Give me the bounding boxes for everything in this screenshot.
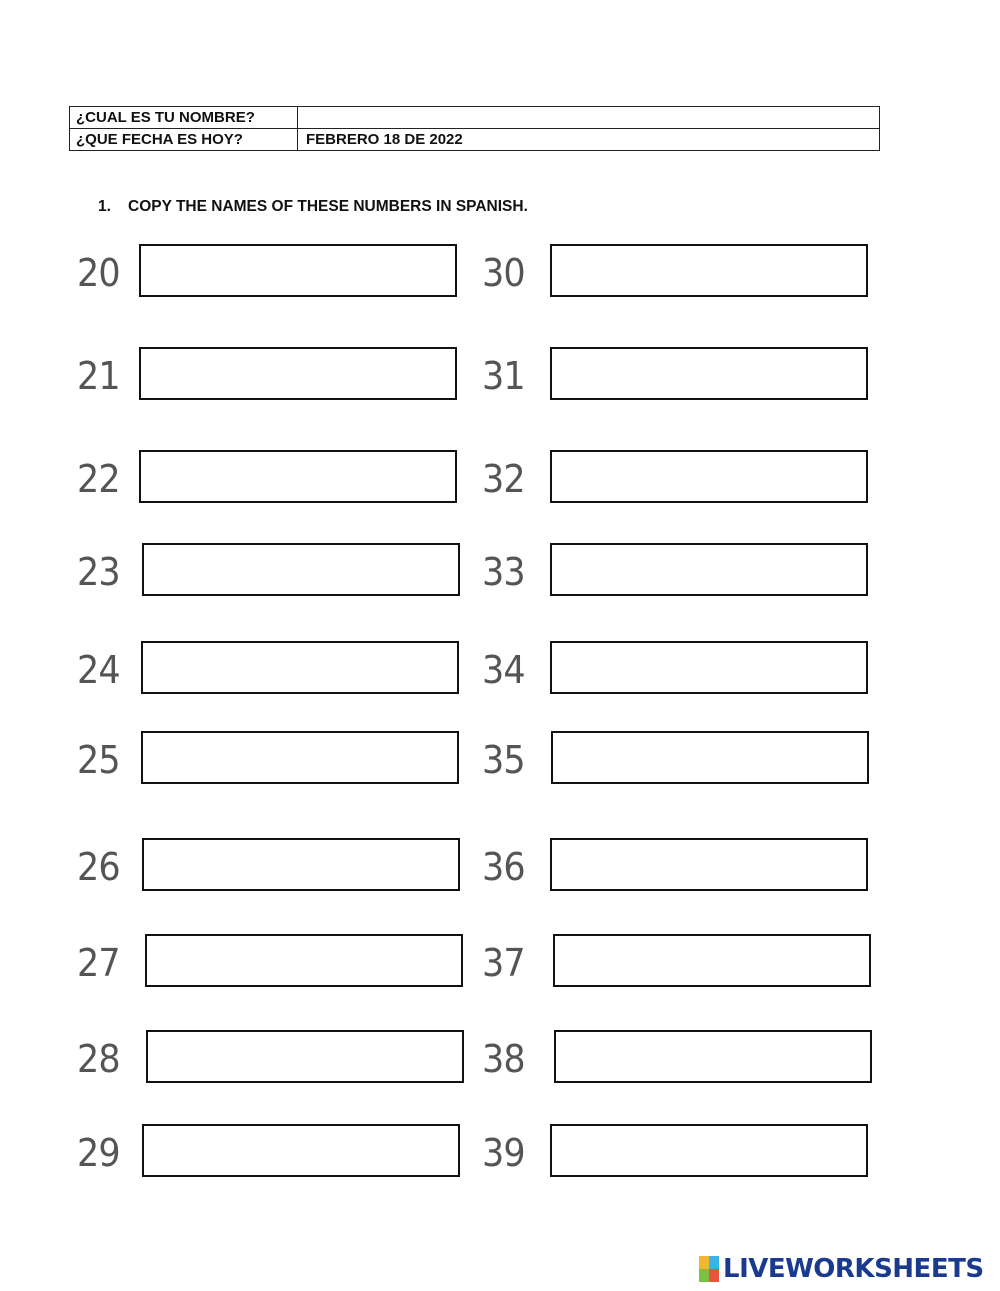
answer-box-right[interactable]: [550, 838, 868, 891]
number-label-right: 30: [482, 251, 525, 295]
logo-square: [699, 1256, 709, 1269]
answer-box-right[interactable]: [554, 1030, 872, 1083]
answer-box-left[interactable]: [139, 347, 457, 400]
number-label-left: 29: [77, 1131, 120, 1175]
answer-box-right[interactable]: [551, 731, 869, 784]
number-label-left: 26: [77, 845, 120, 889]
answer-box-right[interactable]: [550, 244, 868, 297]
answer-box-right[interactable]: [550, 450, 868, 503]
answer-box-left[interactable]: [139, 244, 457, 297]
date-row: [70, 129, 880, 151]
answer-box-right[interactable]: [550, 543, 868, 596]
name-label: ¿CUAL ES TU NOMBRE?: [70, 107, 298, 129]
answer-box-right[interactable]: [550, 641, 868, 694]
number-label-left: 23: [77, 550, 120, 594]
number-label-right: 38: [482, 1037, 525, 1081]
logo-square: [709, 1256, 719, 1269]
number-label-right: 35: [482, 738, 525, 782]
number-label-right: 34: [482, 648, 525, 692]
answer-box-right[interactable]: [550, 347, 868, 400]
instruction-text: COPY THE NAMES OF THESE NUMBERS IN SPANISH.: [128, 198, 528, 215]
name-field[interactable]: [298, 107, 880, 129]
date-field[interactable]: FEBRERO 18 DE 2022: [298, 129, 880, 151]
number-label-left: 20: [77, 251, 120, 295]
liveworksheets-logo-icon: [699, 1256, 719, 1282]
number-label-right: 37: [482, 941, 525, 985]
number-label-left: 24: [77, 648, 120, 692]
answer-box-left[interactable]: [142, 838, 460, 891]
instruction: [98, 198, 528, 216]
answer-box-left[interactable]: [142, 1124, 460, 1177]
number-label-left: 27: [77, 941, 120, 985]
number-label-right: 31: [482, 354, 525, 398]
logo-square: [699, 1269, 709, 1282]
number-label-left: 25: [77, 738, 120, 782]
date-label: ¿QUE FECHA ES HOY?: [70, 129, 298, 151]
instruction-number: 1.: [98, 198, 111, 215]
number-label-right: 32: [482, 457, 525, 501]
number-label-left: 22: [77, 457, 120, 501]
number-label-left: 21: [77, 354, 120, 398]
number-label-left: 28: [77, 1037, 120, 1081]
number-label-right: 36: [482, 845, 525, 889]
answer-box-left[interactable]: [145, 934, 463, 987]
number-label-right: 39: [482, 1131, 525, 1175]
logo-square: [709, 1269, 719, 1282]
answer-box-right[interactable]: [550, 1124, 868, 1177]
answer-box-left[interactable]: [141, 641, 459, 694]
logo-text: LIVEWORKSHEETS: [723, 1254, 984, 1284]
liveworksheets-logo: [699, 1253, 984, 1285]
number-label-right: 33: [482, 550, 525, 594]
student-info-table: [69, 106, 880, 151]
answer-box-right[interactable]: [553, 934, 871, 987]
name-row: [70, 107, 880, 129]
answer-box-left[interactable]: [139, 450, 457, 503]
answer-box-left[interactable]: [146, 1030, 464, 1083]
answer-box-left[interactable]: [142, 543, 460, 596]
answer-box-left[interactable]: [141, 731, 459, 784]
